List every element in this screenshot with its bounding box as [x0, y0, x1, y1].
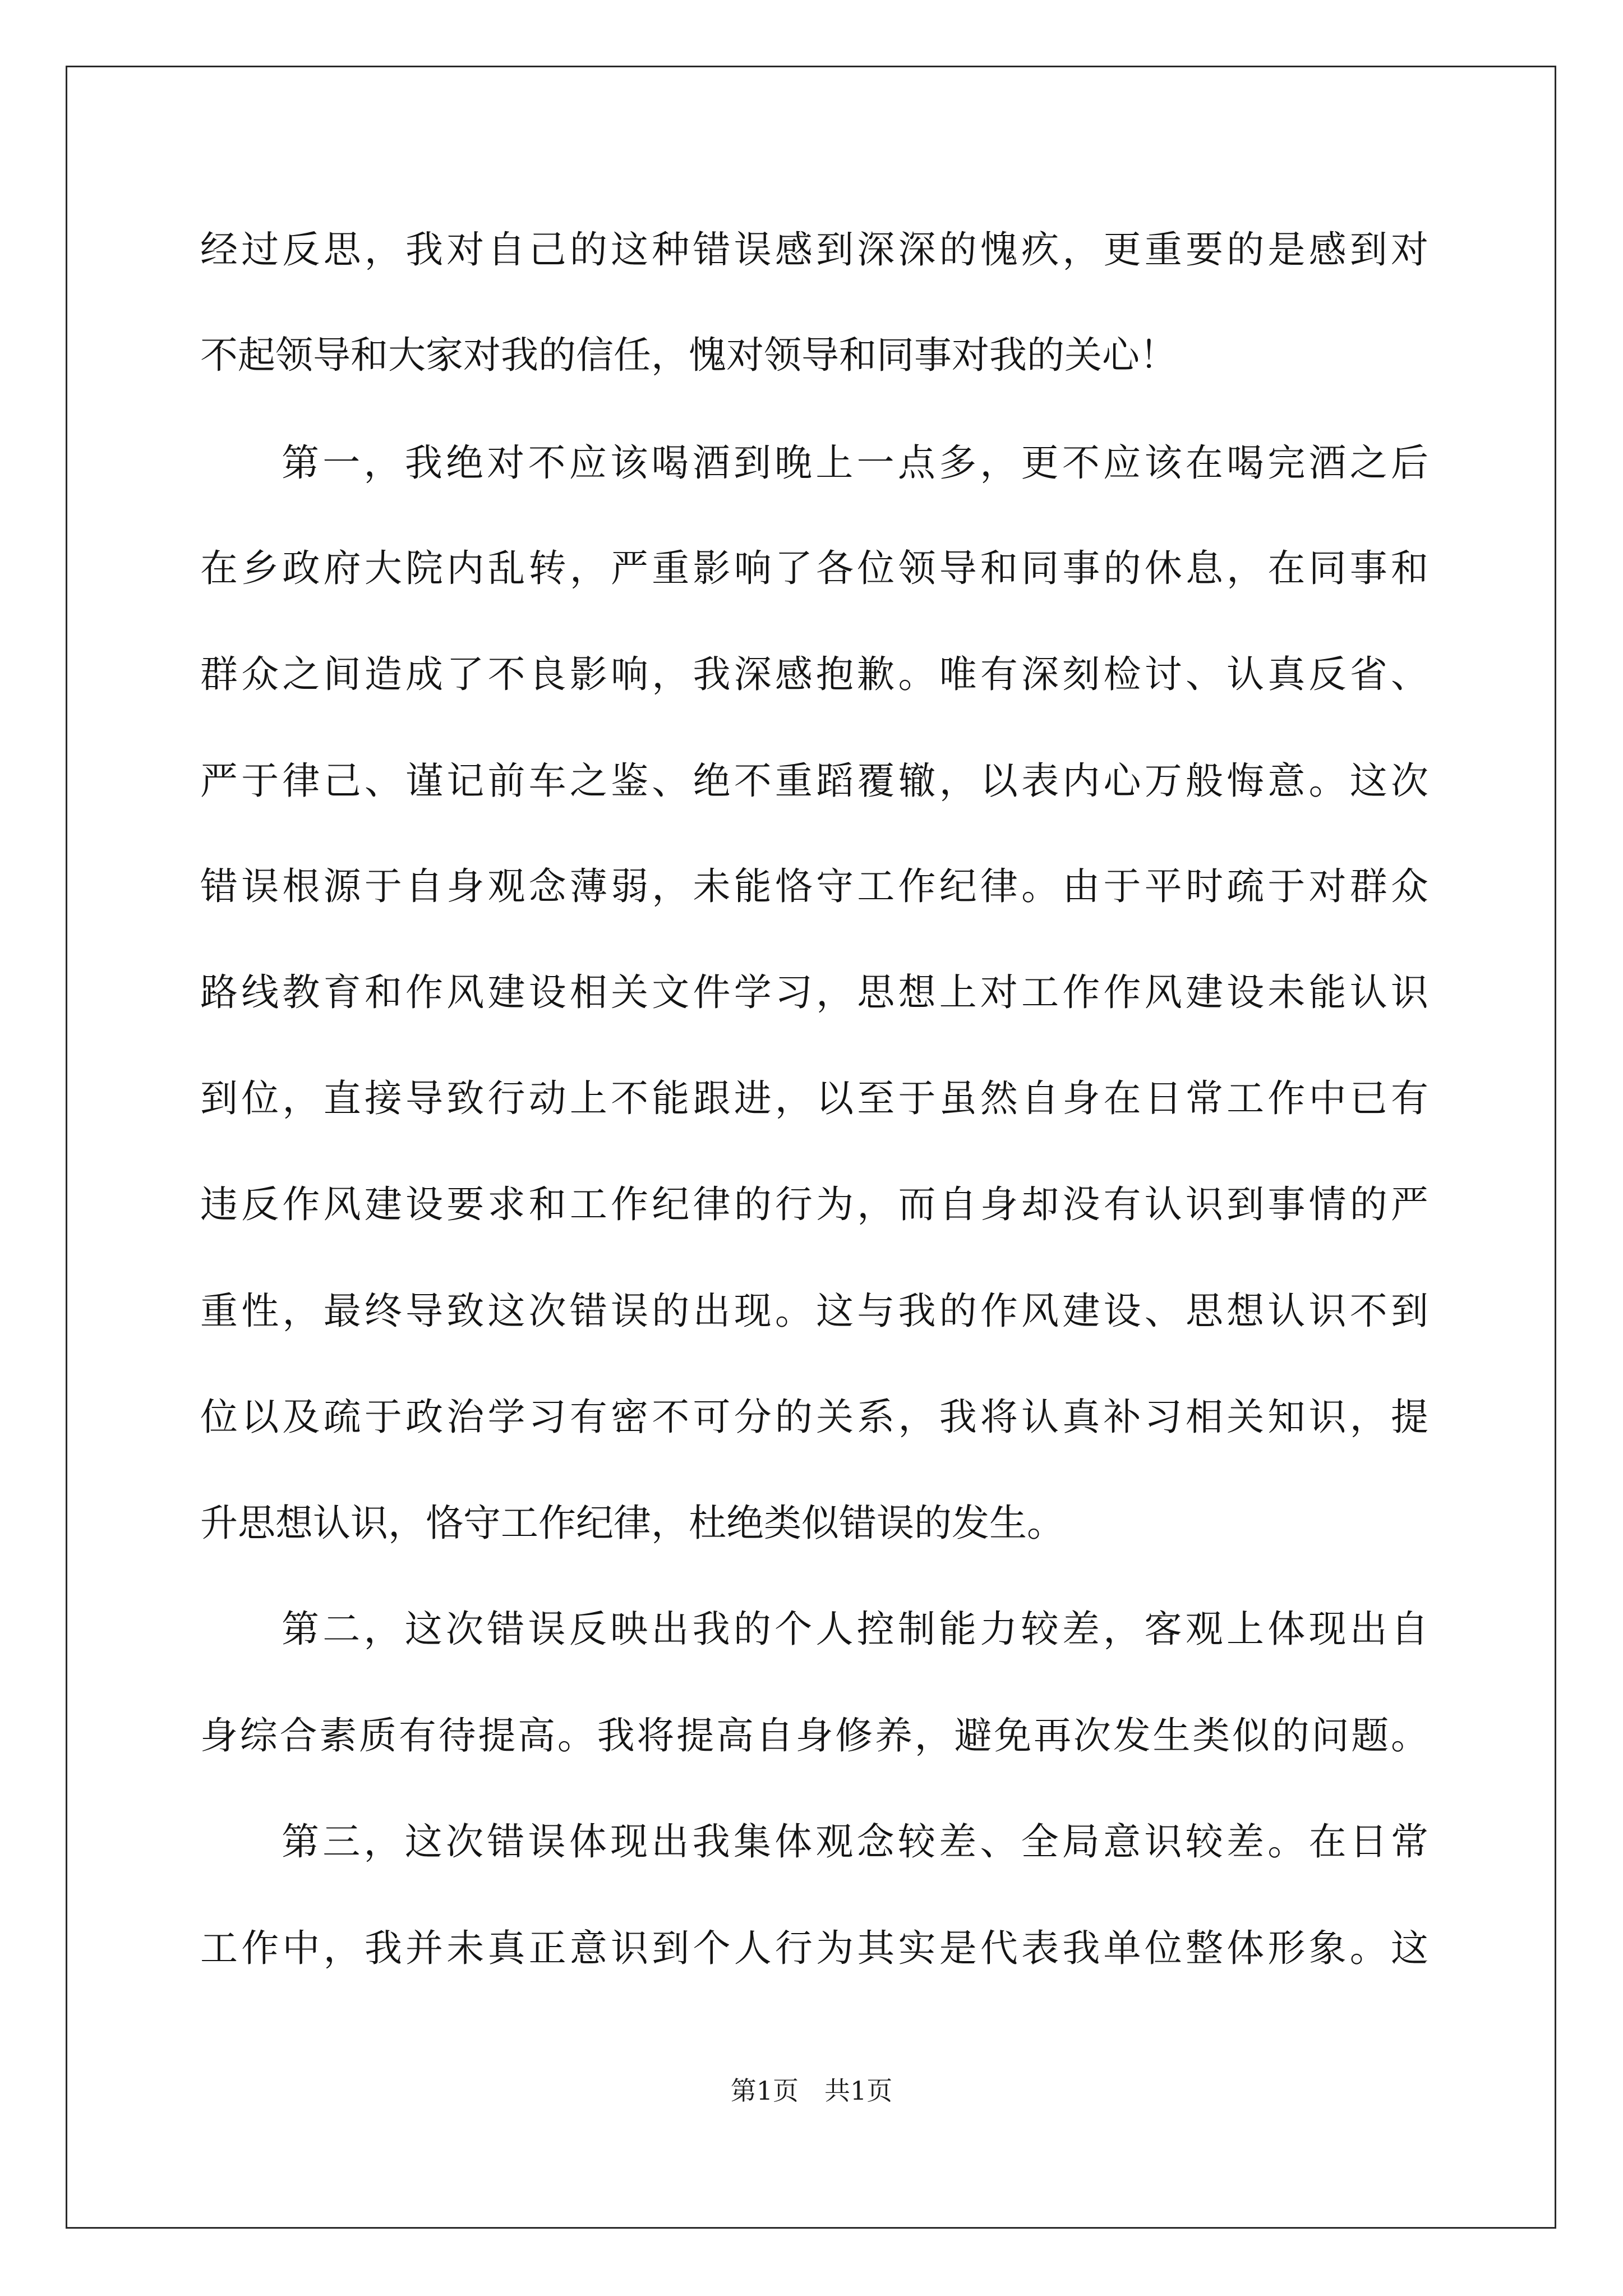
text-line: 路线教育和作风建设相关文件学习，思想上对工作作风建设未能认识: [200, 970, 1428, 1014]
text-line: 重性，最终导致这次错误的出现。这与我的作风建设、思想认识不到: [200, 1289, 1428, 1333]
text-line: 在乡政府大院内乱转，严重影响了各位领导和同事的休息，在同事和: [200, 546, 1428, 590]
paragraph-first-line: 第一，我绝对不应该喝酒到晚上一点多，更不应该在喝完酒之后: [282, 441, 1428, 485]
text-line: 位以及疏于政治学习有密不可分的关系，我将认真补习相关知识，提: [200, 1395, 1428, 1439]
text-line: 错误根源于自身观念薄弱，未能恪守工作纪律。由于平时疏于对群众: [200, 864, 1428, 908]
text-line: 升思想认识，恪守工作纪律，杜绝类似错误的发生。: [200, 1501, 1064, 1545]
text-line: 违反作风建设要求和工作纪律的行为，而自身却没有认识到事情的严: [200, 1182, 1428, 1226]
page-number-footer: 第1页 共1页: [730, 2076, 893, 2106]
text-line: 群众之间造成了不良影响，我深感抱歉。唯有深刻检讨、认真反省、: [200, 652, 1428, 696]
text-line: 不起领导和大家对我的信任，愧对领导和同事对我的关心！: [200, 333, 1177, 377]
text-line: 到位，直接导致行动上不能跟进，以至于虽然自身在日常工作中已有: [200, 1076, 1428, 1120]
paragraph-first-line: 第三，这次错误体现出我集体观念较差、全局意识较差。在日常: [282, 1820, 1428, 1864]
text-line: 经过反思，我对自己的这种错误感到深深的愧疚，更重要的是感到对: [200, 228, 1428, 272]
text-line: 工作中，我并未真正意识到个人行为其实是代表我单位整体形象。这: [200, 1926, 1428, 1970]
text-line: 身综合素质有待提高。我将提高自身修养，避免再次发生类似的问题。: [200, 1714, 1428, 1757]
paragraph-first-line: 第二，这次错误反映出我的个人控制能力较差，客观上体现出自: [282, 1607, 1428, 1651]
text-line: 严于律己、谨记前车之鉴、绝不重蹈覆辙，以表内心万般悔意。这次: [200, 759, 1428, 803]
page-border: [66, 66, 1556, 2229]
